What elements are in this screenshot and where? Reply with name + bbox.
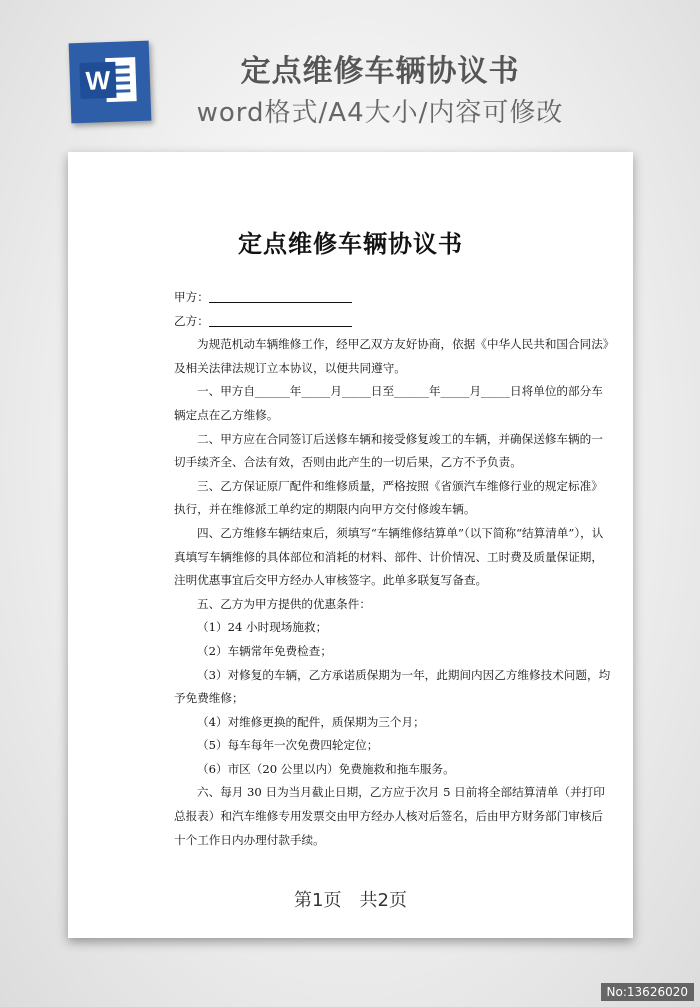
list-item: （5）每车每年一次免费四轮定位； <box>197 738 379 753</box>
document-page <box>68 152 633 938</box>
party-a-label: 甲方： <box>174 290 209 304</box>
paragraph-clause-3: 三、乙方保证原厂配件和维修质量，严格按照《省颁汽车维修行业的规定标准》执行，并在维修派工单约定的期限内向甲方交付修竣车辆。 <box>174 478 603 517</box>
list-item: （1）24 小时现场施救； <box>197 620 328 635</box>
image-id-badge: No:13626020 <box>601 983 694 1001</box>
paragraph-clause-1: 一、甲方自______年_____月_____日至______年_____月_____日将单位的部分车辆定点在乙方维修。 <box>174 384 603 422</box>
party-a-blank <box>209 289 352 303</box>
document-title: 定点维修车辆协议书 <box>238 229 463 258</box>
paragraph-clause-4: 四、乙方维修车辆结束后，须填写“车辆维修结算单”（以下简称“结算清单”），认真填写车辆维修的具体部位和消耗的材料、部件、计价情况、工时费及质量保证期，注明优惠事宜后交甲方经办人审核签字。此单多联复写备查。 <box>174 525 604 588</box>
paragraph-clause-5: 五、乙方为甲方提供的优惠条件： <box>197 596 371 611</box>
party-b-blank <box>209 313 352 327</box>
paragraph-preamble: 为规范机动车辆维修工作，经甲乙双方友好协商，依据《中华人民共和国合同法》及相关法律法规订立本协议，以便共同遵守。 <box>174 337 609 375</box>
word-logo-letter: W <box>79 62 116 99</box>
header-title: 定点维修车辆协议书 <box>240 54 520 89</box>
party-b-label: 乙方： <box>174 313 209 328</box>
list-item: （6）市区（20 公里以内）免费施救和拖车服务。 <box>197 761 455 776</box>
party-b-line <box>174 310 614 334</box>
header-subtitle: word格式/A4大小/内容可修改 <box>196 98 564 128</box>
document-body <box>174 286 614 852</box>
paragraph-clause-6: 六、每月 30 日为当月截止日期，乙方应于次月 5 日前将全部结算清单（并打印总报表）和汽车维修专用发票交由甲方经办人核对后签名，后由甲方财务部门审核后十个工作日内办理付款手续。 <box>174 785 605 847</box>
list-item: （2）车辆常年免费检查； <box>197 643 332 658</box>
paragraph-clause-2: 二、甲方应在合同签订后送修车辆和接受修复竣工的车辆，并确保送修车辆的一切手续齐全、合法有效，否则由此产生的一切后果，乙方不予负责。 <box>174 431 603 470</box>
header-banner <box>0 0 700 150</box>
list-item: （3）对修复的车辆，乙方承诺质保期为一年，此期间内因乙方维修技术问题，均予免费维修； <box>174 667 611 706</box>
page-number-footer: 第1页 共2页 <box>294 890 407 911</box>
party-a-line <box>174 286 614 310</box>
list-item: （4）对维修更换的配件，质保期为三个月； <box>197 714 425 729</box>
